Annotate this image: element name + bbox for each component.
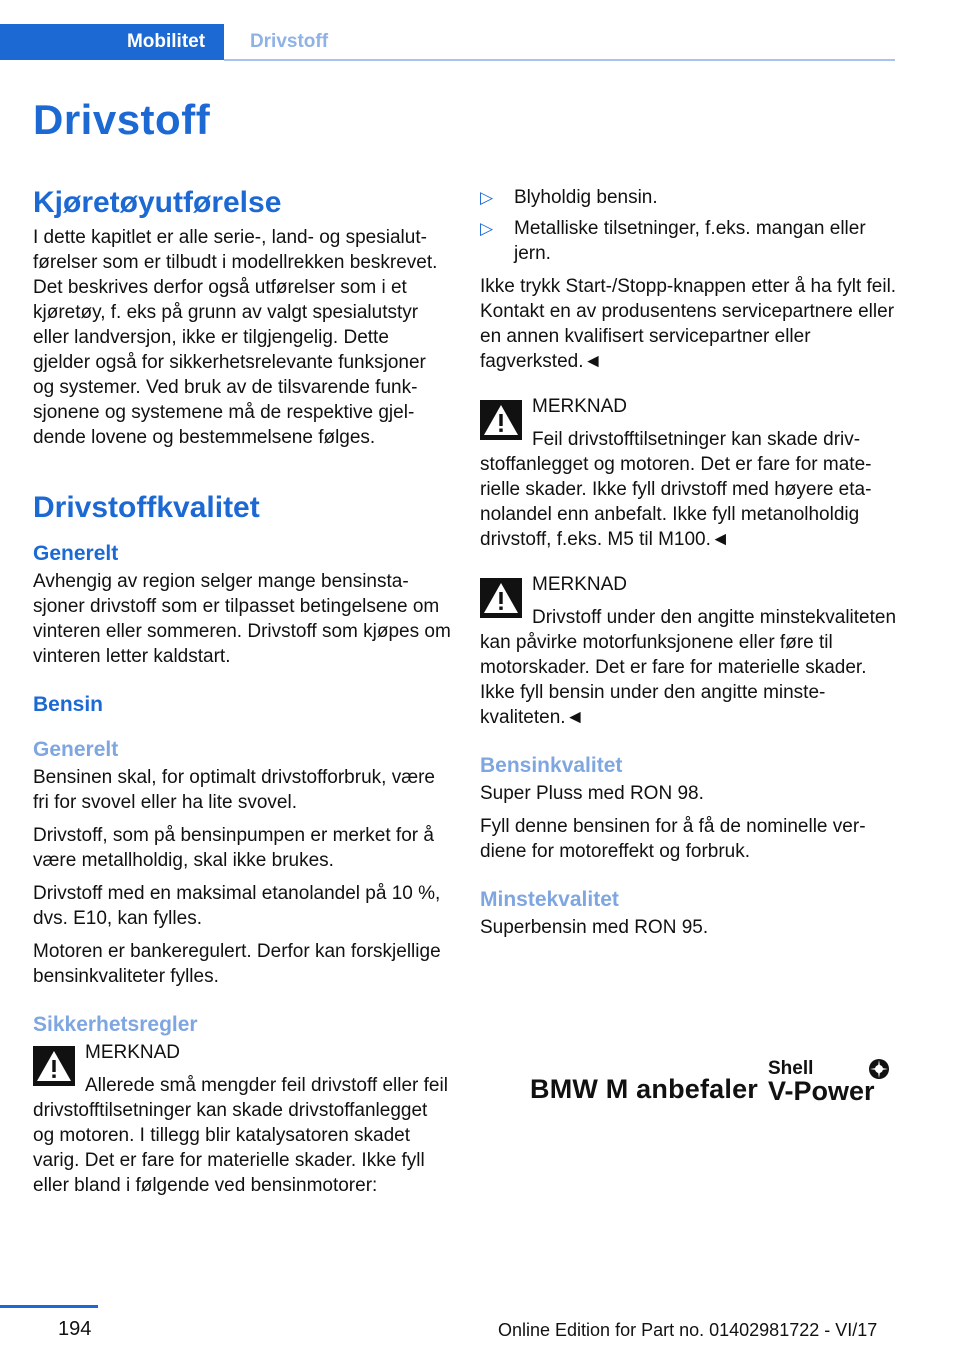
heading-sikkerhetsregler: Sikkerhetsregler <box>33 1013 198 1036</box>
header-underline <box>224 59 895 61</box>
paragraph-bensinkvalitet-1: Super Pluss med RON 98. <box>480 783 704 804</box>
bmw-shell-logo <box>530 1058 892 1104</box>
warning-label-1: MERKNAD <box>85 1042 181 1063</box>
paragraph-bensin-3: Drivstoff med en maksimal etanolandel på 10 %, dvs. E10, kan fylles. <box>33 883 441 929</box>
heading-bensinkvalitet: Bensinkvalitet <box>480 754 623 777</box>
bullet-list <box>480 185 898 266</box>
warning-label-2: MERKNAD <box>532 396 628 417</box>
triangle-bullet-icon: ▷ <box>480 188 494 207</box>
heading-kjoretoyutforelse: Kjøretøyutførelse <box>33 186 282 219</box>
header-bar <box>0 24 960 62</box>
footer-line <box>0 1305 98 1308</box>
list-item-text: Blyholdig bensin. <box>514 187 658 208</box>
triangle-bullet-icon: ▷ <box>480 219 494 238</box>
warning-triangle-icon <box>480 578 522 618</box>
page-title: Drivstoff <box>33 96 211 143</box>
tab-drivstoff[interactable]: Drivstoff <box>249 31 329 52</box>
heading-generelt-1: Generelt <box>33 542 119 565</box>
paragraph-bensin-2: Drivstoff, som på bensinpumpen er merket for å være metallholdig, skal ikke brukes. <box>33 825 434 871</box>
heading-generelt-2: Generelt <box>33 738 119 761</box>
paragraph-bensinkvalitet-2: Fyll denne bensinen for å få de nominelle verdiene for motoreffekt og forbruk. <box>480 816 866 862</box>
warning-block-3 <box>480 572 898 730</box>
paragraph-start-stopp: Ikke trykk Start-/Stopp-knappen etter å ha fylt feil. Kontakt en av produsentens servicepartnere eller en annen kvalifisert servicepartner eller fagverksted.◄ <box>480 276 897 372</box>
warning-block-1 <box>33 1040 451 1198</box>
warning-triangle-icon <box>480 400 522 440</box>
right-column <box>480 185 898 948</box>
paragraph-bensin-4: Motoren er bankeregulert. Derfor kan forskjellige bensinkvaliteter fylles. <box>33 941 441 987</box>
tab-mobilitet[interactable]: Mobilitet <box>108 24 224 60</box>
warning-text-1: Allerede små mengder feil drivstoff eller feil drivstofftilsetninger kan skade drivstoffanlegget og motoren. I tillegg blir katalysatoren skadet varig. Det er fare for materielle skader. Ikke fyll eller bland i følgende ved bensinmotorer: <box>33 1075 448 1196</box>
list-item <box>480 216 898 266</box>
logo-shell-text: Shell <box>768 1058 814 1079</box>
heading-drivstoffkvalitet: Drivstoffkvalitet <box>33 491 260 524</box>
warning-label-3: MERKNAD <box>532 574 628 595</box>
paragraph-minstekvalitet-1: Superbensin med RON 95. <box>480 917 709 938</box>
list-item-text: Metalliske tilsetninger, f.eks. mangan eller jern. <box>514 218 866 264</box>
logo-vpower-text: V-Power <box>768 1076 875 1106</box>
header-blank-block <box>0 24 108 60</box>
heading-bensin: Bensin <box>33 693 104 716</box>
logo-bmw-text: BMW M anbefaler <box>530 1074 759 1104</box>
page-number: 194 <box>58 1318 92 1340</box>
warning-text-3: Drivstoff under den angitte minstekvaliteten kan påvirke motorfunksjonene eller føre til motorskader. Det er fare for materielle skader. Ikke fyll bensin under den angitte minstekvaliteten.◄ <box>480 607 897 728</box>
warning-block-2 <box>480 394 898 552</box>
warning-text-2: Feil drivstofftilsetninger kan skade drivstoffanlegget og motoren. Det er fare for materielle skader. Ikke fyll drivstoff med høyere etanolandel enn anbefalt. Ikke fyll metanolholdig drivstoff, f.eks. M5 til M100.◄ <box>480 429 872 550</box>
paragraph-kjoretoyutforelse: I dette kapitlet er alle serie-, land- og spesialutførelser som er tilbudt i modellrekken beskrevet. Det beskrives derfor også utførelser som i et kjøretøy, f. eks på grunn av valgt spesialutstyr eller landversjon, ikke er tilgjengelig. Dette gjelder også for sikkerhetsrelevante funksjoner og systemer. Ved bruk av de tilsvarende funksjonene og systemene må de respektive gjeldende lovene og bestemmelsene følges. <box>33 227 438 448</box>
warning-triangle-icon <box>33 1046 75 1086</box>
paragraph-generelt-1: Avhengig av region selger mange bensinstasjoner drivstoff som er tilpasset betingelsene om vinteren eller sommeren. Drivstoff som kjøpes om vinteren letter kaldstart. <box>33 571 451 667</box>
heading-minstekvalitet: Minstekvalitet <box>480 888 619 911</box>
list-item <box>480 185 898 210</box>
paragraph-bensin-1: Bensinen skal, for optimalt drivstofforbruk, være fri for svovel eller ha lite svovel. <box>33 767 435 813</box>
vpower-emblem-icon <box>868 1058 890 1080</box>
footer-edition: Online Edition for Part no. 01402981722 - VI/17 <box>498 1320 878 1340</box>
left-column <box>33 185 451 1206</box>
